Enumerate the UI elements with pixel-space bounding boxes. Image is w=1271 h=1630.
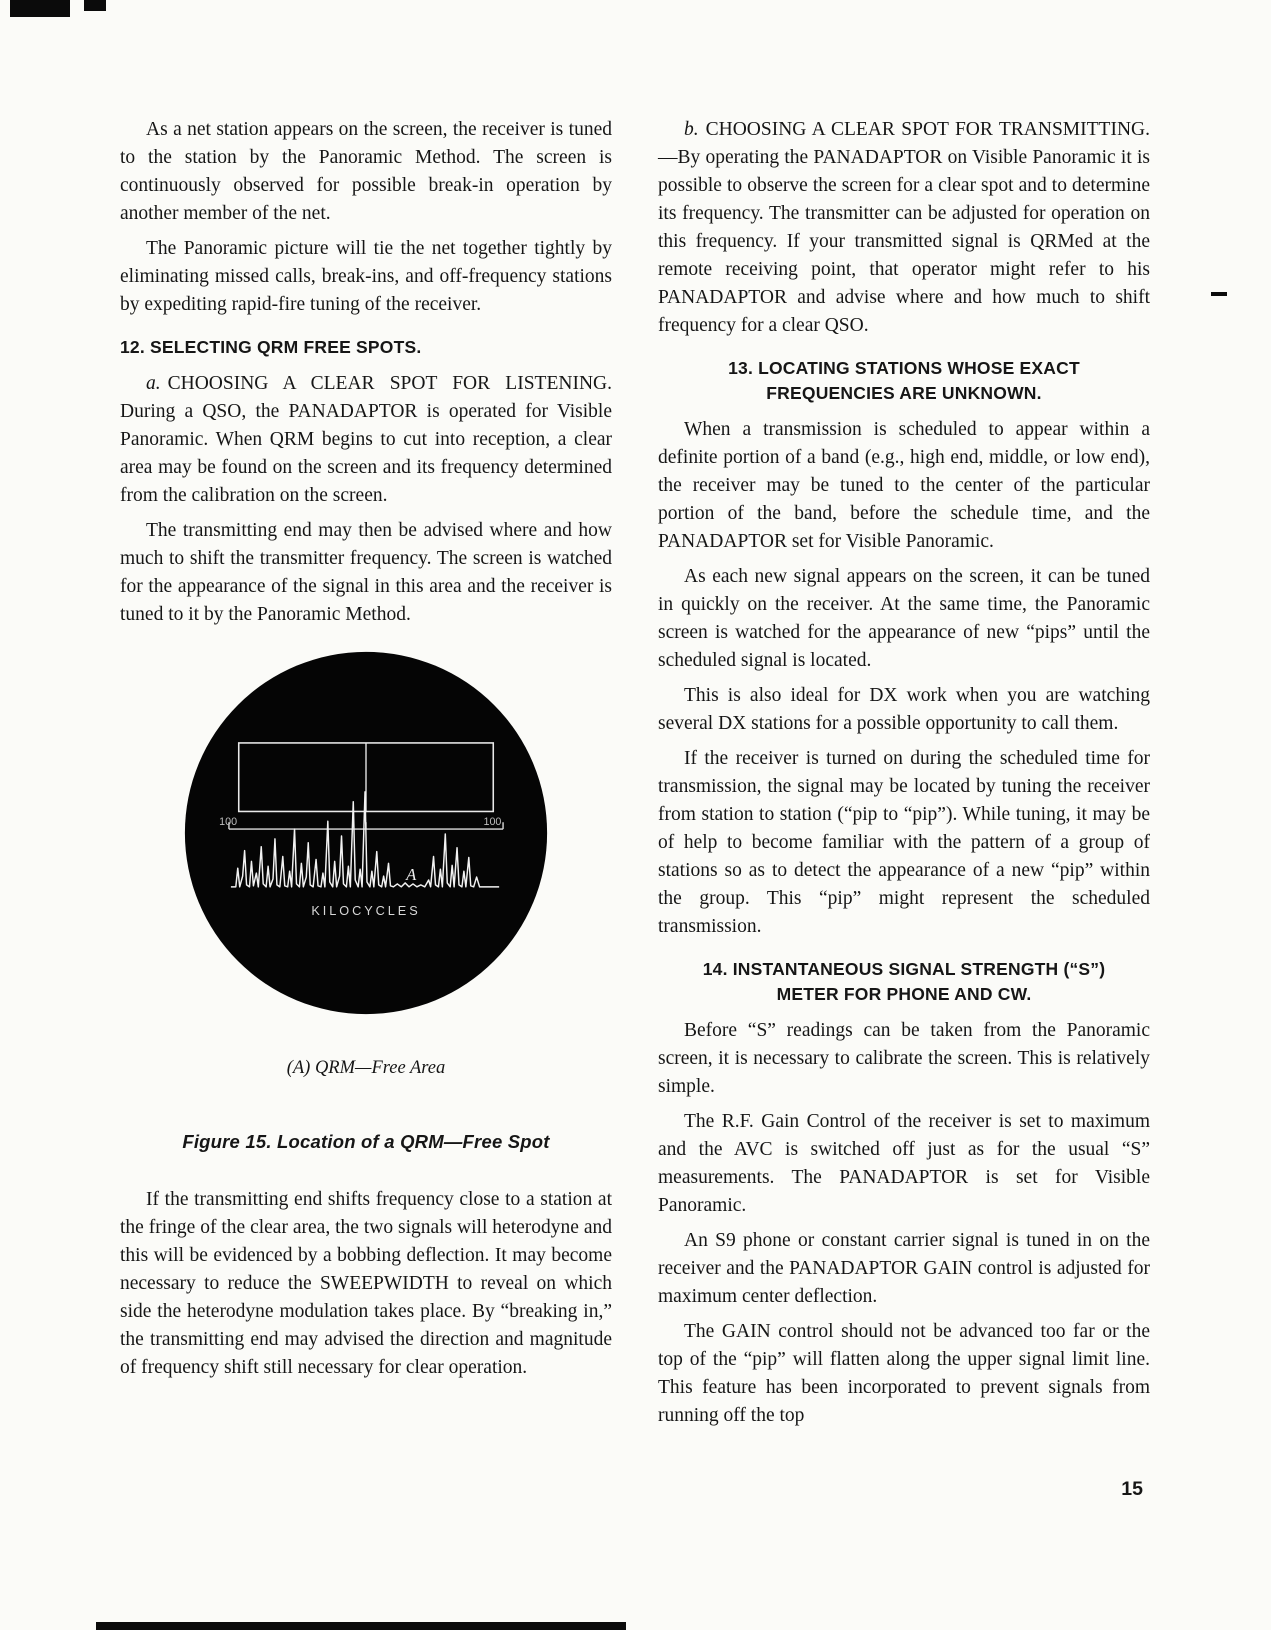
paragraph-text: An S9 phone or constant carrier signal is tuned in on the receiver and the PANADAPTOR GAIN control is adjusted for maximum center deflection. [658, 1230, 1150, 1307]
paragraph-text: Before “S” readings can be taken from the Panoramic screen, it is necessary to calibrate the screen. This is relatively simple. [658, 1020, 1150, 1097]
kilocycles-label: KILOCYCLES [311, 903, 421, 919]
page-number: 15 [1121, 1478, 1143, 1500]
paragraph-text: CHOOSING A CLEAR SPOT FOR LISTENING. During a QSO, the PANADAPTOR is operated for Visible Panoramic. When QRM begins to cut into reception, a clear area may be found on the screen and its frequency determined from the calibration on the screen. [120, 373, 612, 506]
figure-caption: Figure 15. Location of a QRM—Free Spot [182, 1131, 550, 1152]
paragraph [120, 116, 612, 228]
paragraph [658, 416, 1150, 556]
scale-label-left: 100 [219, 816, 238, 829]
paragraph [658, 1227, 1150, 1311]
paragraph [658, 682, 1150, 738]
paragraph-text: The Panoramic picture will tie the net together tightly by eliminating missed calls, break-ins, and off-frequency stations by expediting rapid-fire tuning of the receiver. [120, 238, 612, 315]
heading-line: FREQUENCIES ARE UNKNOWN. [766, 383, 1042, 403]
section-heading-14 [658, 957, 1150, 1007]
paragraph-text: As each new signal appears on the screen, it can be tuned in quickly on the receiver. At the same time, the Panoramic screen is watched for the appearance of new “pips” until the scheduled signal is located. [658, 566, 1150, 671]
paragraph-12b [658, 116, 1150, 340]
heading-line: 14. INSTANTANEOUS SIGNAL STRENGTH (“S”) [702, 959, 1106, 979]
paragraph-lead: b. [684, 119, 699, 140]
right-column [658, 116, 1150, 1437]
two-column-layout [120, 116, 1150, 1437]
print-artifact-bottom-edge [96, 1622, 626, 1630]
crt-screen-figure [180, 647, 552, 1028]
heading-line: METER FOR PHONE AND CW. [776, 984, 1032, 1004]
paragraph [658, 745, 1150, 941]
paragraph-text: This is also ideal for DX work when you are watching several DX stations for a possible opportunity to call them. [658, 685, 1150, 734]
qrm-free-area-label: A [406, 864, 417, 884]
paragraph [120, 517, 612, 629]
paragraph-text: CHOOSING A CLEAR SPOT FOR TRANSMITTING.—By operating the PANADAPTOR on Visible Panoramic it is possible to observe the screen for a clear spot and to determine its frequency. The transmitter can be adjusted for operation on this frequency. If your transmitted signal is QRMed at the remote receiving point, that operator might refer to his PANADAPTOR and advise where and how much to shift frequency for a clear QSO. [658, 119, 1150, 336]
paragraph-12a [120, 370, 612, 510]
left-column [120, 116, 612, 1437]
scale-label-right: 100 [483, 816, 502, 829]
paragraph [120, 1186, 612, 1382]
paragraph [658, 1017, 1150, 1101]
paragraph-text: If the receiver is turned on during the scheduled time for transmission, the signal may be located by tuning the receiver from station to station (“pip to “pip”). While tuning, it may be of help to become familiar with the pattern of a group of stations so as to detect the appearance of a new “pip” within the group. This “pip” might represent the scheduled transmission. [658, 748, 1150, 937]
section-heading-13 [658, 356, 1150, 406]
heading-line: 13. LOCATING STATIONS WHOSE EXACT [728, 358, 1080, 378]
print-artifact-top-left [10, 0, 70, 17]
paragraph-lead: a. [146, 373, 161, 394]
paragraph-text: If the transmitting end shifts frequency close to a station at the fringe of the clear area, the two signals will heterodyne and this will be evidenced by a bobbing deflection. It may become necessary to reduce the SWEEPWIDTH to reveal on which side the heterodyne modulation takes place. By “breaking in,” the transmitting end may advised the direction and magnitude of frequency shift still necessary for clear operation. [120, 1189, 612, 1378]
paragraph-text: As a net station appears on the screen, the receiver is tuned to the station by the Panoramic Method. The screen is continuously observed for possible break-in operation by another member of the net. [120, 119, 612, 224]
figure-15 [120, 647, 612, 1156]
paragraph-text: The GAIN control should not be advanced too far or the top of the “pip” will flatten along the upper signal limit line. This feature has been incorporated to prevent signals from running off the top [658, 1321, 1150, 1426]
paragraph-text: When a transmission is scheduled to appear within a definite portion of a band (e.g., high end, middle, or low end), the receiver may be tuned to the center of the particular portion of the band, before the schedule time, and the PANADAPTOR set for Visible Panoramic. [658, 419, 1150, 552]
figure-subcaption: (A) QRM—Free Area [286, 1058, 446, 1078]
paragraph [658, 1108, 1150, 1220]
print-artifact-right-edge [1211, 292, 1227, 296]
paragraph [658, 563, 1150, 675]
paragraph [658, 1318, 1150, 1430]
print-artifact-top-left-2 [84, 0, 106, 11]
paragraph-text: The R.F. Gain Control of the receiver is set to maximum and the AVC is switched off just as for the usual “S” measurements. The PANADAPTOR is set for Visible Panoramic. [658, 1111, 1150, 1216]
paragraph [120, 235, 612, 319]
section-heading-12: 12. SELECTING QRM FREE SPOTS. [120, 337, 422, 357]
paragraph-text: The transmitting end may then be advised where and how much to shift the transmitter frequency. The screen is watched for the appearance of the signal in this area and the receiver is tuned to it by the Panoramic Method. [120, 520, 612, 625]
